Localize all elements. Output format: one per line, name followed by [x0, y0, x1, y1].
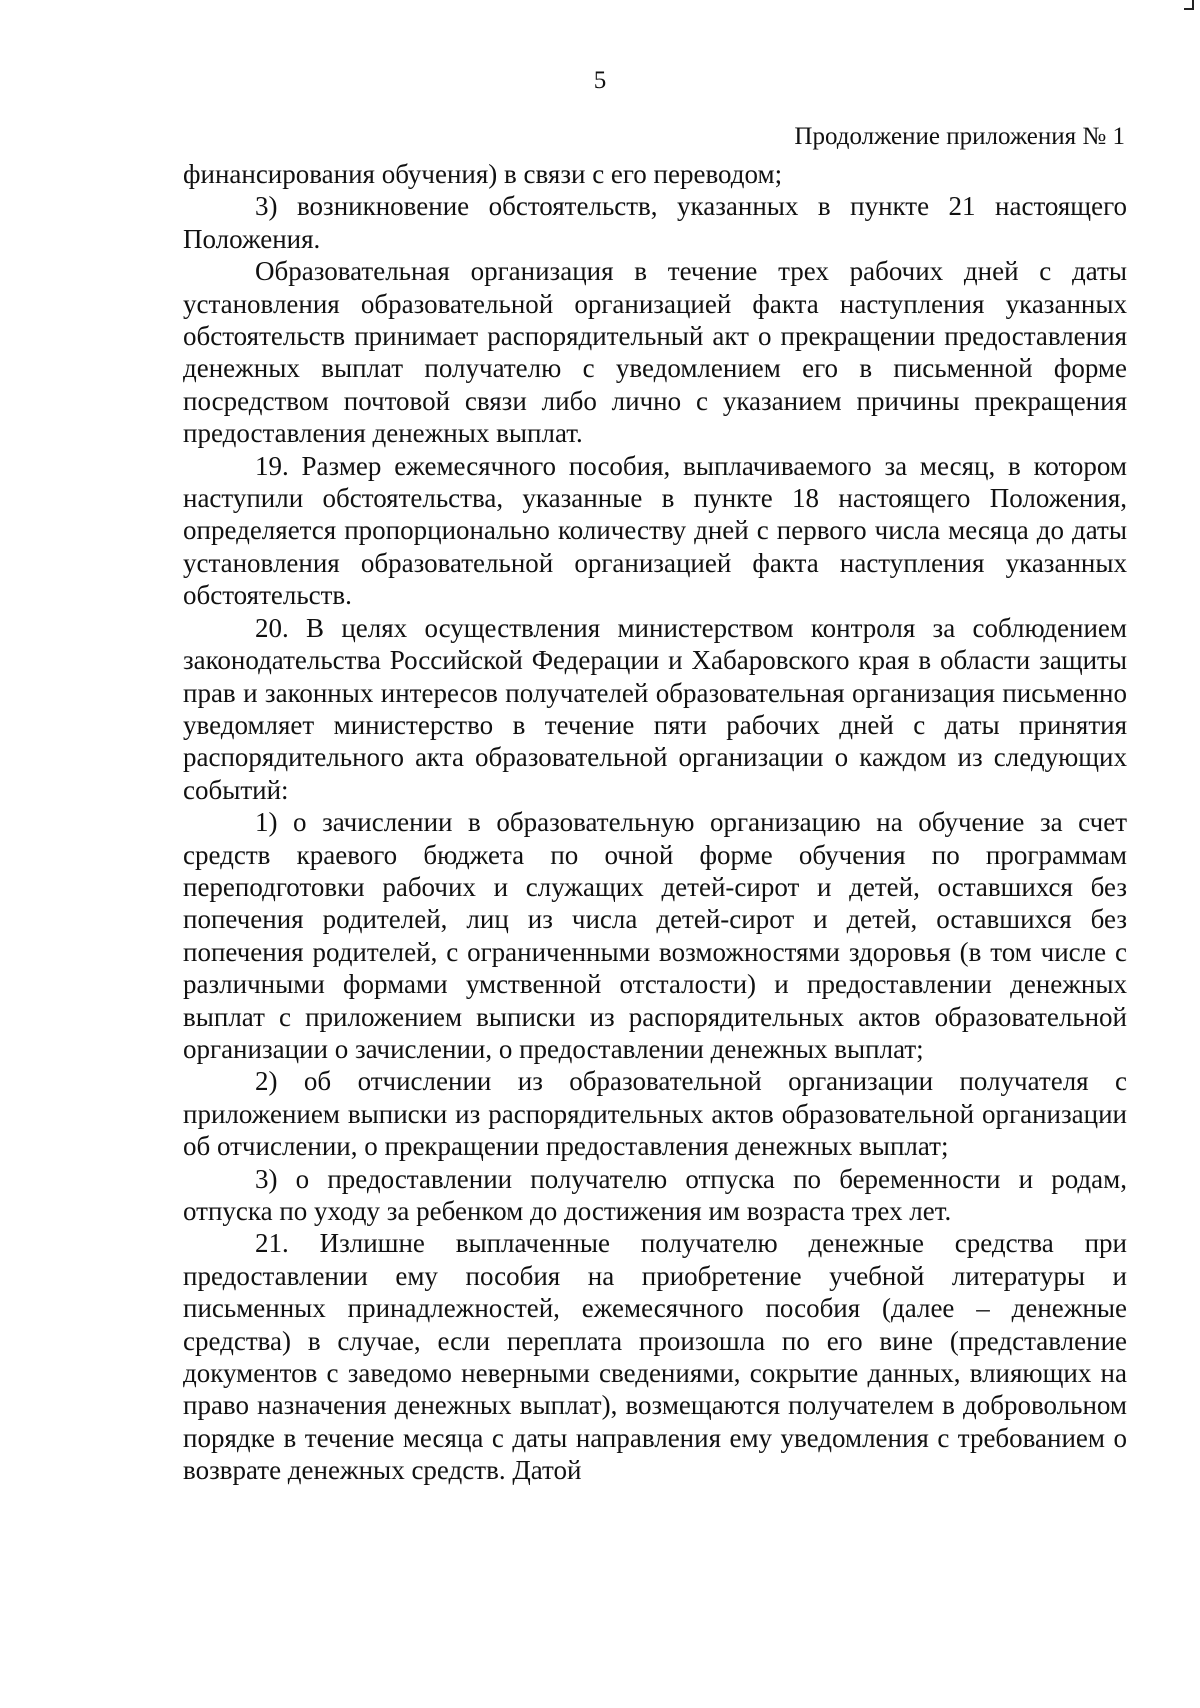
paragraph-20-item-1: 1) о зачислении в образовательную организацию на обучение за счет средств краевого бюджета по очной форме обучения по программам переподготовки рабочих и служащих детей-сирот и детей, оставшихся без попечения родителей, лиц из числа детей-сирот и детей, оставшихся без попечения родителей, с ограниченными возможностями здоровья (в том числе с различными формами умственной отсталости) и предоставлении денежных выплат с приложением выписки из распорядительных актов образовательной организации о зачислении, о предоставлении денежных выплат; — [183, 807, 1127, 1064]
scan-corner-mark — [1184, 0, 1194, 10]
appendix-label: Продолжение приложения № 1 — [794, 123, 1125, 150]
paragraph-20-item-2: 2) об отчислении из образовательной организации получателя с приложением выписки из распорядительных актов образовательной организации об отчислении, о прекращении предоставления денежных выплат; — [183, 1066, 1127, 1162]
paragraph-continuation: финансирования обучения) в связи с его переводом; — [183, 159, 783, 189]
paragraph-termination-act: Образовательная организация в течение трех рабочих дней с даты установления образовательной организацией факта наступления указанных обстоятельств принимает распорядительный акт о прекращении предоставления денежных выплат получателю с уведомлением его в письменной форме посредством почтовой связи либо лично с указанием причины прекращения предоставления денежных выплат. — [183, 256, 1127, 449]
paragraph-item-3: 3) возникновение обстоятельств, указанных в пункте 21 настоящего Положения. — [183, 191, 1127, 254]
page-number: 5 — [593, 67, 607, 94]
paragraph-19: 19. Размер ежемесячного пособия, выплачиваемого за месяц, в котором наступили обстоятельства, указанные в пункте 18 настоящего Положения, определяется пропорционально количеству дней с первого числа месяца до даты установления образовательной организацией факта наступления указанных обстоятельств. — [183, 450, 1127, 611]
paragraph-20: 20. В целях осуществления министерством контроля за соблюдением законодательства Российской Федерации и Хабаровского края в области защиты прав и законных интересов получателей образовательная организация письменно уведомляет министерство в течение пяти рабочих дней с даты принятия распорядительного акта образовательной организации о каждом из следующих событий: — [183, 612, 1127, 805]
document-body — [183, 158, 1127, 1487]
paragraph-21: 21. Излишне выплаченные получателю денежные средства при предоставлении ему пособия на приобретение учебной литературы и письменных принадлежностей, ежемесячного пособия (далее – денежные средства) в случае, если переплата произошла по его вине (представление документов с заведомо неверными сведениями, сокрытие данных, влияющих на право назначения денежных выплат), возмещаются получателем в добровольном порядке в течение месяца с даты направления ему уведомления с требованием о возврате денежных средств. Датой — [183, 1228, 1127, 1486]
paragraph-20-item-3: 3) о предоставлении получателю отпуска по беременности и родам, отпуска по уходу за ребенком до достижения им возраста трех лет. — [183, 1163, 1127, 1226]
